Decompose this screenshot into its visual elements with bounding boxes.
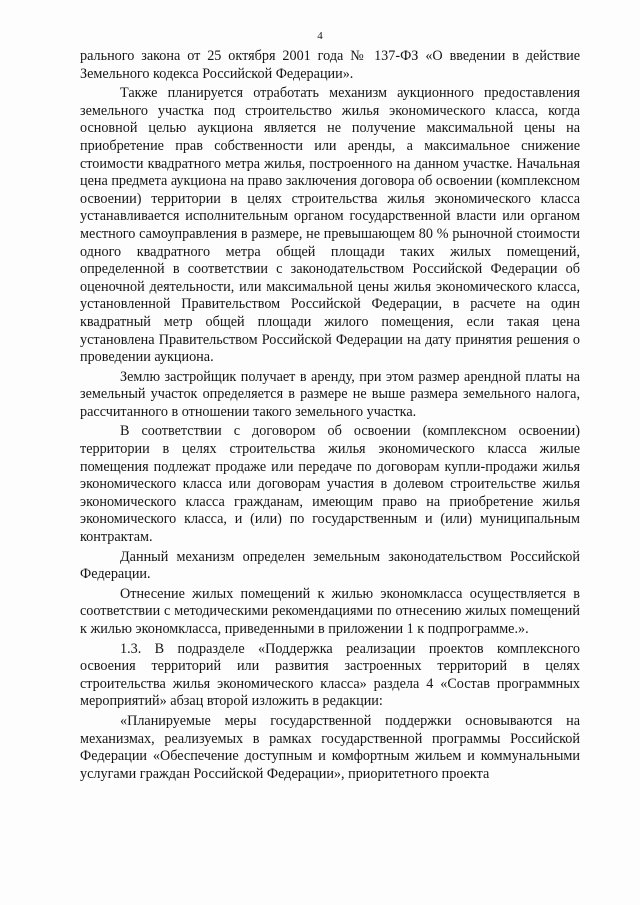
paragraph-section-1-3: 1.3. В подразделе «Поддержка реализации проектов комплексного освоения территорий или развития застроенных территорий в целях строительства жилья экономического класса» раздела 4 «Состав программных мероприятий» абзац второй изложить в редакции: [80,640,580,710]
paragraph-auction-mechanism: Также планируется отработать механизм аукционного предоставления земельного участка под строительство жилья экономического класса, когда основной целью аукциона является не получение максимальной цены на приобретение прав собственности или аренды, а максимальное снижение стоимости квадратного метра жилья, построенного на данном участке. Начальная цена предмета аукциона на право заключения договора об освоении (комплексном освоении) территории в целях строительства жилья экономического класса устанавливается исполнительным органом государственной власти или органом местного самоуправления в размере, не превышающем 80 % рыночной стоимости одного квадратного метра общей площади таких жилых помещений, определенной в соответствии с законодательством Российской Федерации об оценочной деятельности, или максимальной цены жилья экономического класса, установленной Правительством Российской Федерации, в расчете на один квадратный метр общей площади жилого помещения, если такая цена установлена Правительством Российской Федерации на дату принятия решения о проведении аукциона. [80,85,580,366]
document-body [80,48,580,785]
page-number: 4 [317,30,323,42]
paragraph-mechanism-defined: Данный механизм определен земельным законодательством Российской Федерации. [80,548,580,583]
paragraph-economy-class-criteria: Отнесение жилых помещений к жилью экономкласса осуществляется в соответствии с методическими рекомендациями по отнесению жилых помещений к жилью экономкласса, приведенными в приложении 1 к подпрограмме.». [80,585,580,637]
paragraph-development-contract: В соответствии с договором об освоении (комплексном освоении) территории в целях строительства жилья экономического класса жилые помещения подлежат продаже или передаче по договорам купли-продажи жилья экономического класса или договорам участия в долевом строительстве жилья экономического класса гражданам, имеющим право на приобретение жилья экономического класса, и (или) по государственным и (или) муниципальным контрактам. [80,423,580,546]
paragraph-state-support: «Планируемые меры государственной поддержки основываются на механизмах, реализуемых в рамках государственной программы Российской Федерации «Обеспечение доступным и комфортным жильем и коммунальными услугами граждан Российской Федерации», приоритетного проекта [80,712,580,782]
paragraph-continuation: рального закона от 25 октября 2001 года № 137-ФЗ «О введении в действие Земельного кодекса Российской Федерации». [80,48,580,82]
paragraph-land-lease: Землю застройщик получает в аренду, при этом размер арендной платы на земельный участок определяется в размере не выше размера земельного налога, рассчитанного в отношении такого земельного участка. [80,368,580,420]
